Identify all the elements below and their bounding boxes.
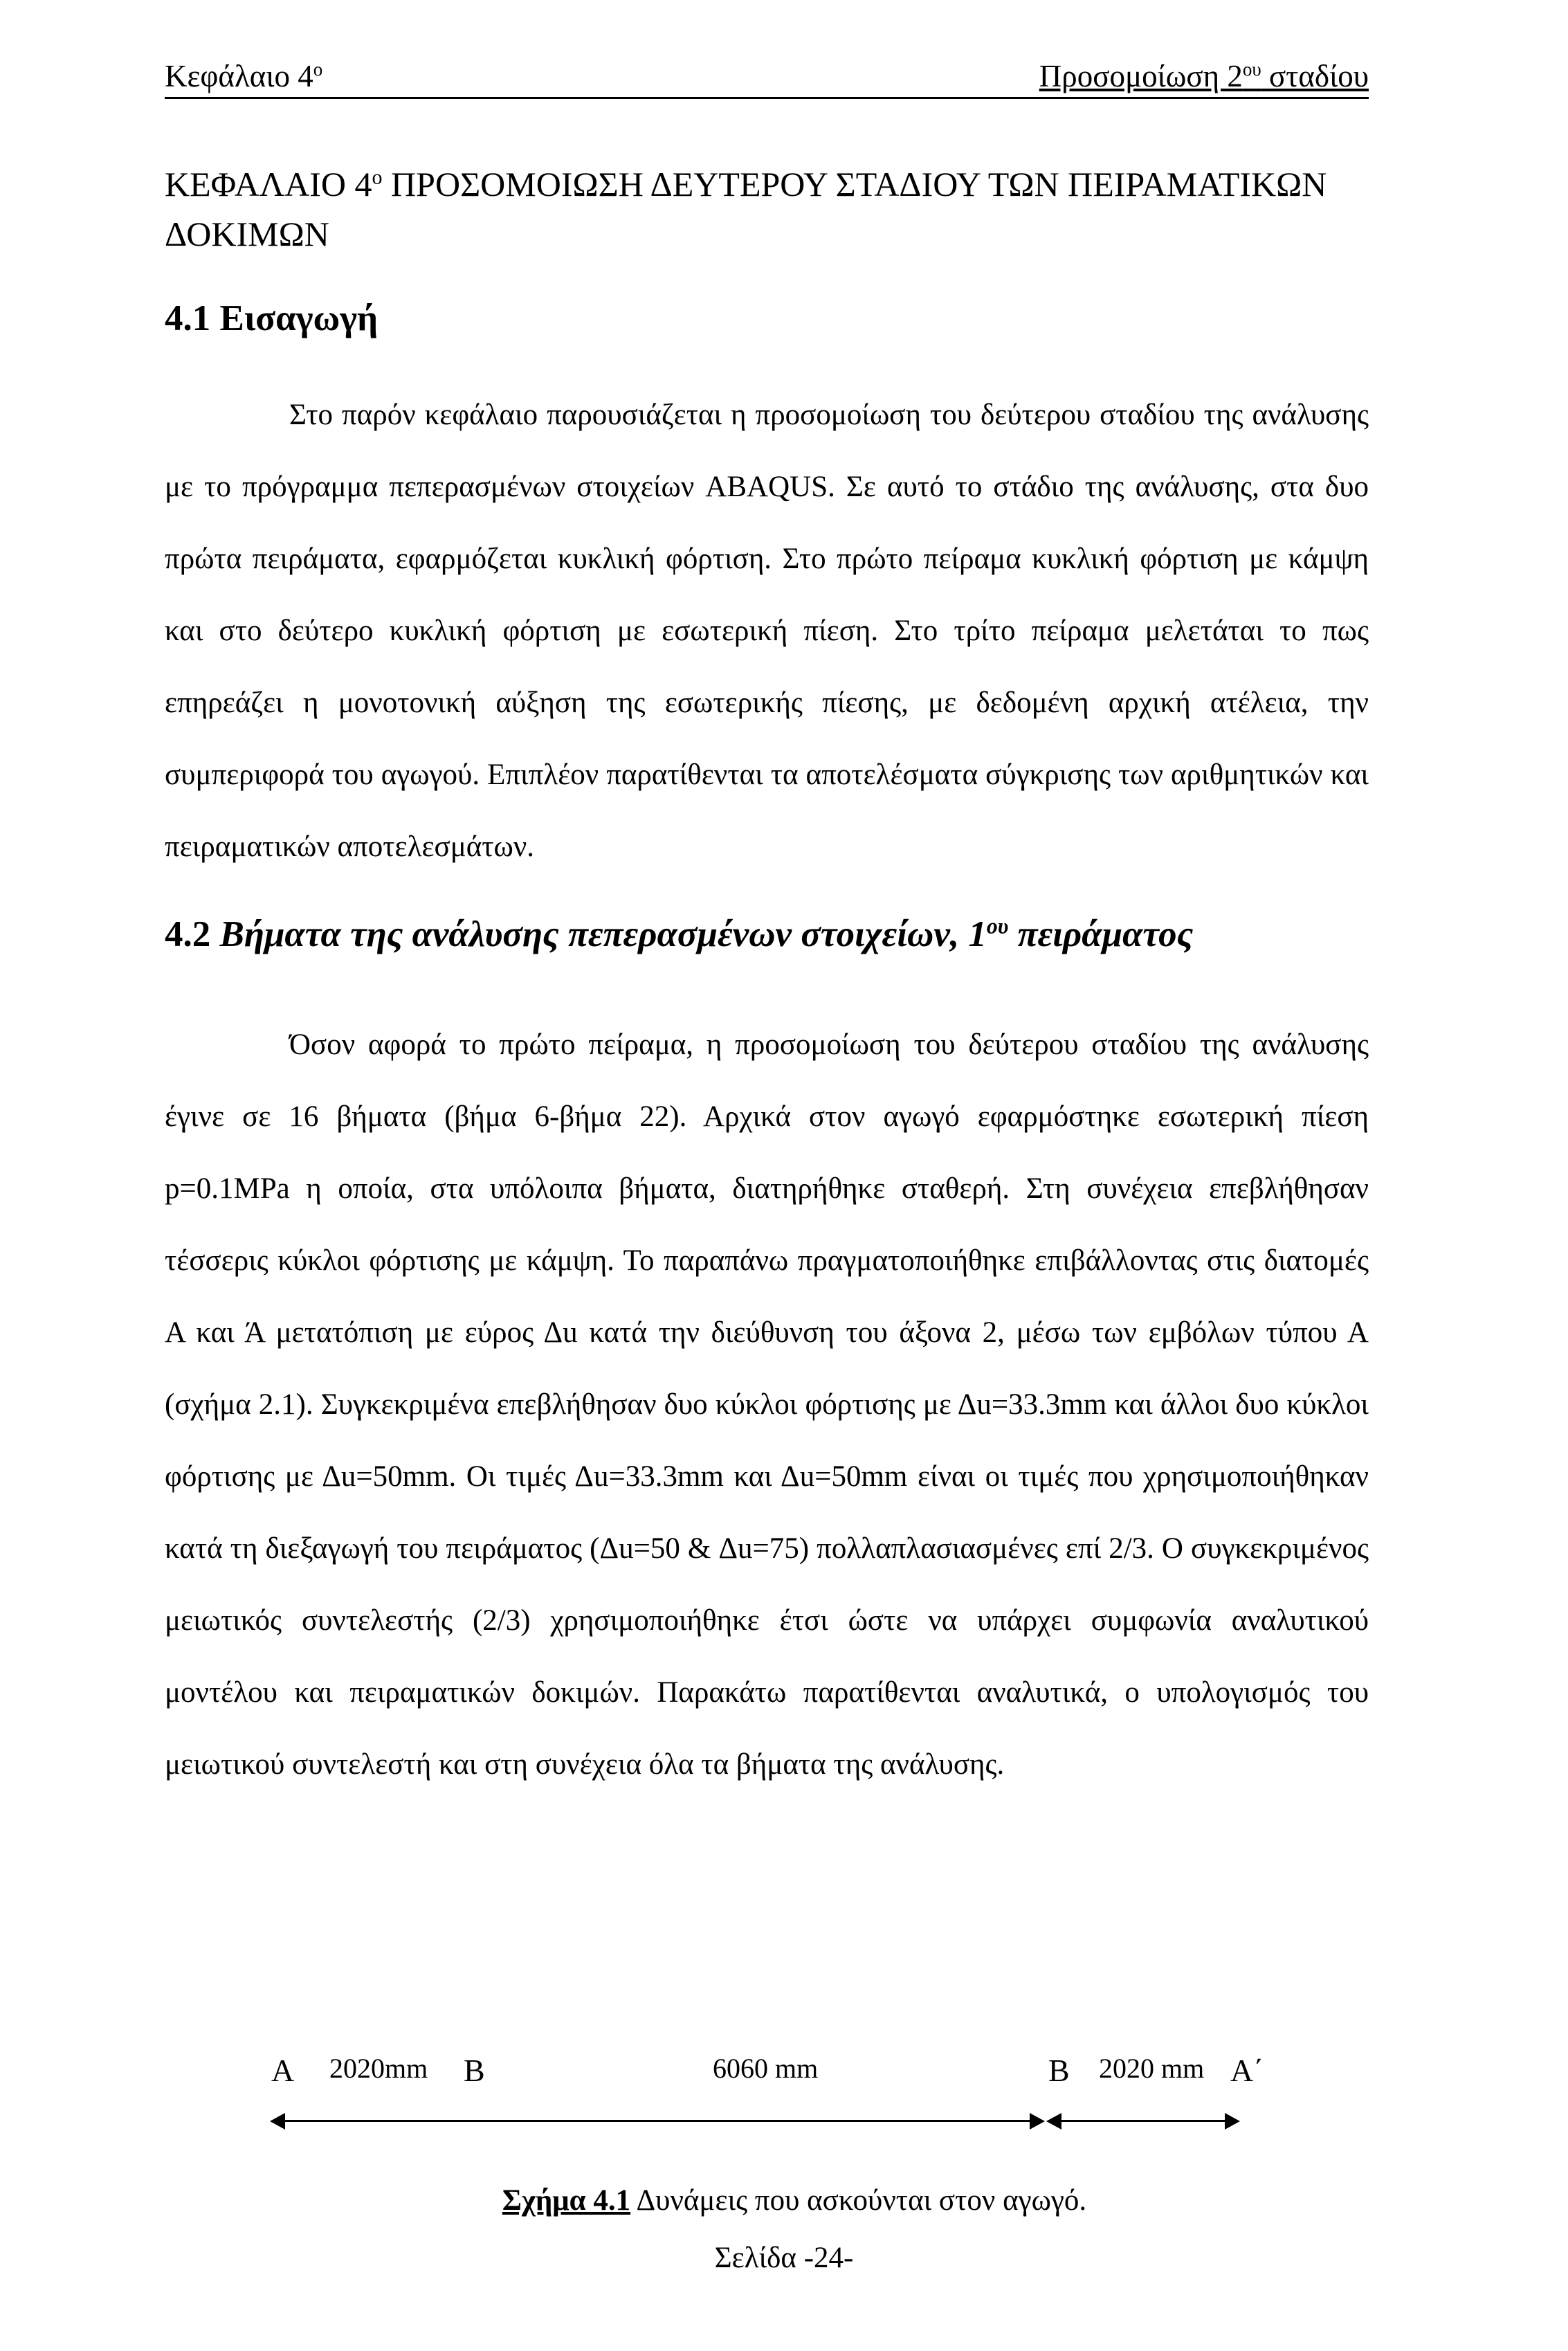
dimension-line-main xyxy=(284,2120,1031,2122)
label-b: Β xyxy=(464,2053,485,2088)
right-arrowhead-icon xyxy=(1030,2113,1045,2130)
dimension-line-right xyxy=(1060,2120,1226,2122)
right-arrowhead-2-icon xyxy=(1225,2113,1240,2130)
header-chapter: Κεφάλαιο $4^o$ xyxy=(165,59,323,93)
left-arrowhead-icon xyxy=(270,2113,285,2130)
section-heading-steps: 4.2 Βήματα της ανάλυσης πεπερασμένων στοιχείων, $1^{o\upsilon}$ πειράματος xyxy=(165,914,1194,954)
running-header xyxy=(165,50,1369,99)
pipe-dimension-figure xyxy=(263,2052,1273,2156)
left-arrowhead-2-icon xyxy=(1046,2113,1061,2130)
label-b2: Β xyxy=(1048,2053,1070,2088)
label-a: Α xyxy=(271,2053,295,2088)
figure-caption: Σχήμα 4.1 Δυνάμεις που ασκούνται στον αγωγό. xyxy=(502,2184,1087,2217)
dim-right: 2020 mm xyxy=(1099,2053,1205,2084)
page-number: Σελίδα -24- xyxy=(714,2242,854,2274)
section-heading-intro: 4.1 Εισαγωγή xyxy=(165,298,379,338)
header-section: Προσομοίωση $2^{o\upsilon}$ σταδίου xyxy=(1039,59,1369,93)
label-a2: Α΄ xyxy=(1230,2053,1264,2088)
steps-paragraph: Όσον αφορά το πρώτο πείραμα, η προσομοίωση του δεύτερου σταδίου της ανάλυσης έγινε σε 16 βήματα (βήμα 6-βήμα 22). Αρχικά στον αγωγό εφαρμόστηκε εσωτερική πίεση p=0.1MPa η οποία, στα υπόλοιπα βήματα, διατηρήθηκε σταθερή. Στη συνέχεια επεβλήθησαν τέσσερις κύκλοι φόρτισης με κάμψη. Το παραπάνω πραγματοποιήθηκε επιβάλλοντας στις διατομές Α και Ά μετατόπιση με εύρος Δu κατά την διεύθυνση του άξονα 2, μέσω των εμβόλων τύπου Α (σχήμα 2.1). Συγκεκριμένα επεβλήθησαν δυο κύκλοι φόρτισης με Δu=33.3mm και άλλοι δυο κύκλοι φόρτισης με Δu=50mm. Οι τιμές Δu=33.3mm και Δu=50mm είναι οι τιμές που χρησιμοποιήθηκαν κατά τη διεξαγωγή του πειράματος (Δu=50 & Δu=75) πολλαπλασιασμένες επί 2/3. Ο συγκεκριμένος μειωτικός συντελεστής (2/3) χρησιμοποιήθηκε έτσι ώστε να υπάρχει συμφωνία αναλυτικού μοντέλου και πειραματικών δοκιμών. Παρακάτω παρατίθενται αναλυτικά, ο υπολογισμός του μειωτικού συντελεστή και στη συνέχεια όλα τα βήματα της ανάλυσης. xyxy=(165,1028,1369,1781)
dim-middle: 6060 mm xyxy=(713,2053,819,2084)
dim-left: 2020mm xyxy=(329,2053,428,2084)
intro-paragraph: Στο παρόν κεφάλαιο παρουσιάζεται η προσομοίωση του δεύτερου σταδίου της ανάλυσης με το πρόγραμμα πεπερασμένων στοιχείων ABAQUS. Σε αυτό το στάδιο της ανάλυσης, στα δυο πρώτα πειράματα, εφαρμόζεται κυκλική φόρτιση. Στο πρώτο πείραμα κυκλική φόρτιση με κάμψη και στο δεύτερο κυκλική φόρτιση με εσωτερική πίεση. Στο τρίτο πείραμα μελετάται το πως επηρεάζει η μονοτονική αύξηση της εσωτερικής πίεσης, με δεδομένη αρχική ατέλεια, την συμπεριφορά του αγωγού. Επιπλέον παρατίθενται τα αποτελέσματα σύγκρισης των αριθμητικών και πειραματικών αποτελεσμάτων. xyxy=(165,399,1369,863)
chapter-title: ΚΕΦΑΛΑΙΟ $4^o$ ΠΡΟΣΟΜΟΙΩΣΗ ΔΕΥΤΕΡΟΥ ΣΤΑΔΙΟΥ ΤΩΝ ΠΕΙΡΑΜΑΤΙΚΩΝ ΔΟΚΙΜΩΝ xyxy=(165,165,1327,253)
